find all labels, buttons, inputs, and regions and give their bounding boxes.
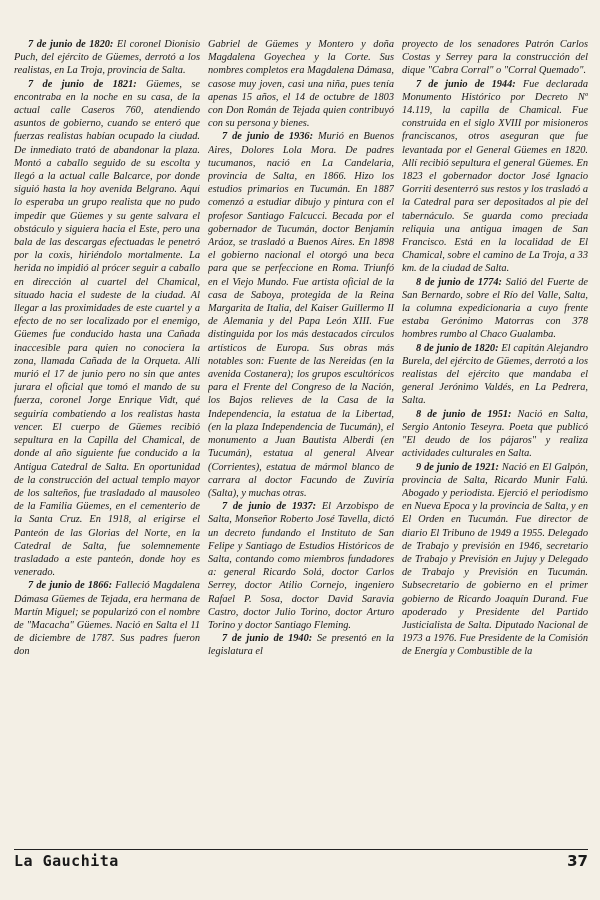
chronology-entry	[208, 38, 394, 130]
chronology-entry	[402, 78, 588, 276]
entry-date: 8 de junio de 1951:	[416, 408, 512, 420]
page-number: 37	[567, 852, 588, 870]
column-3	[402, 38, 588, 846]
text-columns	[14, 38, 588, 846]
entry-date: 7 de junio de 1936:	[222, 131, 314, 143]
entry-date: 7 de junio de 1821:	[28, 78, 137, 90]
publication-name: La Gauchita	[14, 852, 119, 870]
chronology-entry	[402, 38, 588, 78]
entry-date: 9 de junio de 1921:	[416, 461, 499, 473]
chronology-entry	[402, 276, 588, 342]
entry-text: Nació en Salta, Sergio Antonio Teseyra. Poeta que publicó "El deudo de los pájaros" y realiza actividades culturales en Salta.	[402, 408, 588, 460]
chronology-entry	[208, 130, 394, 500]
entry-text: Murió en Buenos Aires, Dolores Lola Mora. De padres tucumanos, nació en La Candelaria, provincia de Salta, en 1866. Hizo los estudios primarios en Tucumán. En 1887 comenzó a estudiar dibujo y pintura con el profesor Santiago Falcucci. Becada por el gobernador de Tucumán, doctor Benjamín Aráoz, se trasladó a Buenos Aires. En 1898 el gobierno nacional el otorgó una beca para que se perfeccione en Roma. Triunfó en el Viejo Mundo. Fue artista oficial de la casa de Saboya, protegida de la Reina Margarita de Italia, del Kaiser Guillermo II de Alemania y del Papa León XIII. Fue distinguida por los más destacados círculos artísticos de Europa. Sus obras más notables son: Fuente de las Nereidas (en la avenida Costanera); los grupos escultóricos para el Frente del Congreso de la Nación, los Bajos relieves de la Casa de la Independencia, la estatua de la Libertad, (en la plaza Independencia de Tucumán), el monumento a Juan Bautista Alberdi (en Tucumán), estatua al general Alvear (Corrientes), estatua de mármol blanco de carrara al doctor Facundo de Zuviría (Salta), y muchas otras.	[208, 131, 394, 499]
column-2	[208, 38, 394, 846]
page-footer	[14, 849, 588, 870]
entry-text: proyecto de los senadores Patrón Carlos Costas y Serrey para la construcción del dique "Cabra Corral" o "Corral Quemado".	[402, 39, 588, 77]
entry-text: Salió del Fuerte de San Bernardo, sobre el Río del Valle, Salta, la columna expedicionaria a cuyo frente estaba Gerónimo Matorras con 378 hombres rumbo al Chaco Gualamba.	[402, 276, 588, 341]
chronology-entry	[402, 461, 588, 659]
entry-text: El coronel Dionisio Puch, del ejército de Güemes, derrotó a los realistas, en La Troja, provincia de Salta.	[14, 39, 200, 77]
column-1	[14, 38, 200, 846]
chronology-entry	[14, 78, 200, 580]
entry-date: 7 de junio de 1940:	[222, 633, 313, 645]
chronology-entry	[208, 632, 394, 658]
entry-date: 7 de junio de 1937:	[222, 501, 317, 513]
chronology-entry	[402, 342, 588, 408]
entry-text: Se presentó en la legislatura el	[208, 633, 394, 658]
entry-text: El Arzobispo de Salta, Monseñor Roberto José Tavella, dictó un decreto fundando el Instituto de San Felipe y Santiago de Estudios Históricos de Salta, contando como miembros fundadores a: general Ricardo Solá, doctor Carlos Serrey, doctor Atilio Cornejo, ingeniero Rafael P. Sosa, doctor David Saravia Castro, doctor Julio Torino, doctor Arturo Torino y doctor Santiago Fleming.	[208, 501, 394, 631]
entry-text: Nació en El Galpón, provincia de Salta, Ricardo Munir Falú. Abogado y periodista. Ejerció el periodismo en Nueva Epoca y la provincia de Salta, y en El Orden en Tucumán. Fue director de diario El Tribuno de 1949 a 1955. Delegado de Trabajo y previsión en 1946, secretario de Trabajo y Previsión en Jujuy y Delegado de Trabajo y Previsión en Tucumán. Subsecretario de gobierno en el primer gobierno de Ricardo Joaquín Durand. Fue apoderado y Presidente del Partido Justicialista de Salta. Diputado Nacional de 1973 a 1976. Fue Presidente de la Comisión de Energía y Combustible de la	[402, 461, 588, 658]
entry-date: 7 de junio de 1820:	[28, 39, 114, 50]
entry-text: El capitán Alejandro Burela, del ejército de Güemes, derrotó a los realistas del ejército que mandaba el general Jerónimo Valdés, en La Pedrera, Salta.	[402, 342, 588, 407]
chronology-entry	[208, 500, 394, 632]
entry-text: Fue declarada Monumento Histórico por Decreto Nº 14.119, la capilla de Chamical. Fue construida en el siglo XVIII por misioneros franciscanos, otros aseguran que fue levantada por el General Güemes en 1820. Allí recibió sepultura el general Güemes. En 1823 el gobernador doctor José Ignacio Gorriti desenterró sus restos y los trasladó a la Catedral para ser depositados al pie del tabernáculo. Se guarda como preciada reliquia una antigua imagen de San Francisco. Está en la localidad de El Chamical, sobre el camino de La Troja, a 33 km. de la ciudad de Salta.	[402, 78, 588, 275]
chronology-entry	[14, 579, 200, 658]
entry-date: 8 de junio de 1774:	[416, 276, 502, 288]
entry-text: Güemes, se encontraba en la noche en su casa, de la actual calle Caseros 760, atendiendo asuntos de gobierno, cuando se enteró que fuerzas realistas habían ocupado la ciudad. De inmediato trató de abandonar la plaza. Montó a caballo seguido de su escolta y llegó a la actual calle Balcarce, por donde siguió hasta la hoy avenida Belgrano. Aquí lo esperaba un grupo realista que no pudo impedir que Güemes y su gente salvara el obstáculo y siguiera hacia el Este, pero una bala de las descargas efectuadas le penetró por la coxis, hiriéndolo mortalmente. La herida no impidió al prócer seguir a caballo en dirección al cuartel del Chamical, situado hacia el sudeste de la ciudad. Al llegar a las proximidades de este cuartel y a efecto de no ser localizado por el enemigo, Güemes fue conducido hasta una Cañada inaccesible para quien no conociera la zona, llamada Cañada de la Orqueta. Allí murió el 17 de junio pero no sin que antes jurara el oficial que tomó el mando de su fuerza, coronel Jorge Enrique Vidt, qué seguiría combatiendo a los realistas hasta vencer. El cuerpo de Güemes recibió sepultura en la Capilla del Chamical, de donde al año siguiente fue conducido a la Antigua Catedral de Salta. En oportunidad de la construcción del actual templo mayor de los salteños, fue trasladado al mausoleo de la Familia Güemes, en el cementerio de la Santa Cruz. En 1918, al erigirse el Panteón de las Glorias del Norte, en la Catedral de Salta, fue solemnemente trasladado a este panteón, donde hoy es venerado.	[14, 78, 200, 579]
entry-date: 8 de junio de 1820:	[416, 342, 499, 354]
entry-date: 7 de junio de 1866:	[28, 580, 113, 592]
entry-text: Gabriel de Güemes y Montero y doña Magdalena Goyechea y la Corte. Sus nombres completos era Magdalena Dámasa, casose muy joven, casi una niña, pues tenía apenas 15 años, el 14 de octubre de 1803 con Don Román de Tejada quien contribuyó con su persona y bienes.	[208, 39, 394, 130]
entry-date: 7 de junio de 1944:	[416, 78, 516, 90]
entry-text: Falleció Magdalena Dámasa Güemes de Tejada, era hermana de Martín Miguel; se popularizó con el nombre de "Macacha" Güemes. Nació en Salta el 11 de diciembre de 1787. Sus padres fueron don	[14, 580, 200, 658]
chronology-entry	[14, 38, 200, 78]
chronology-entry	[402, 408, 588, 461]
